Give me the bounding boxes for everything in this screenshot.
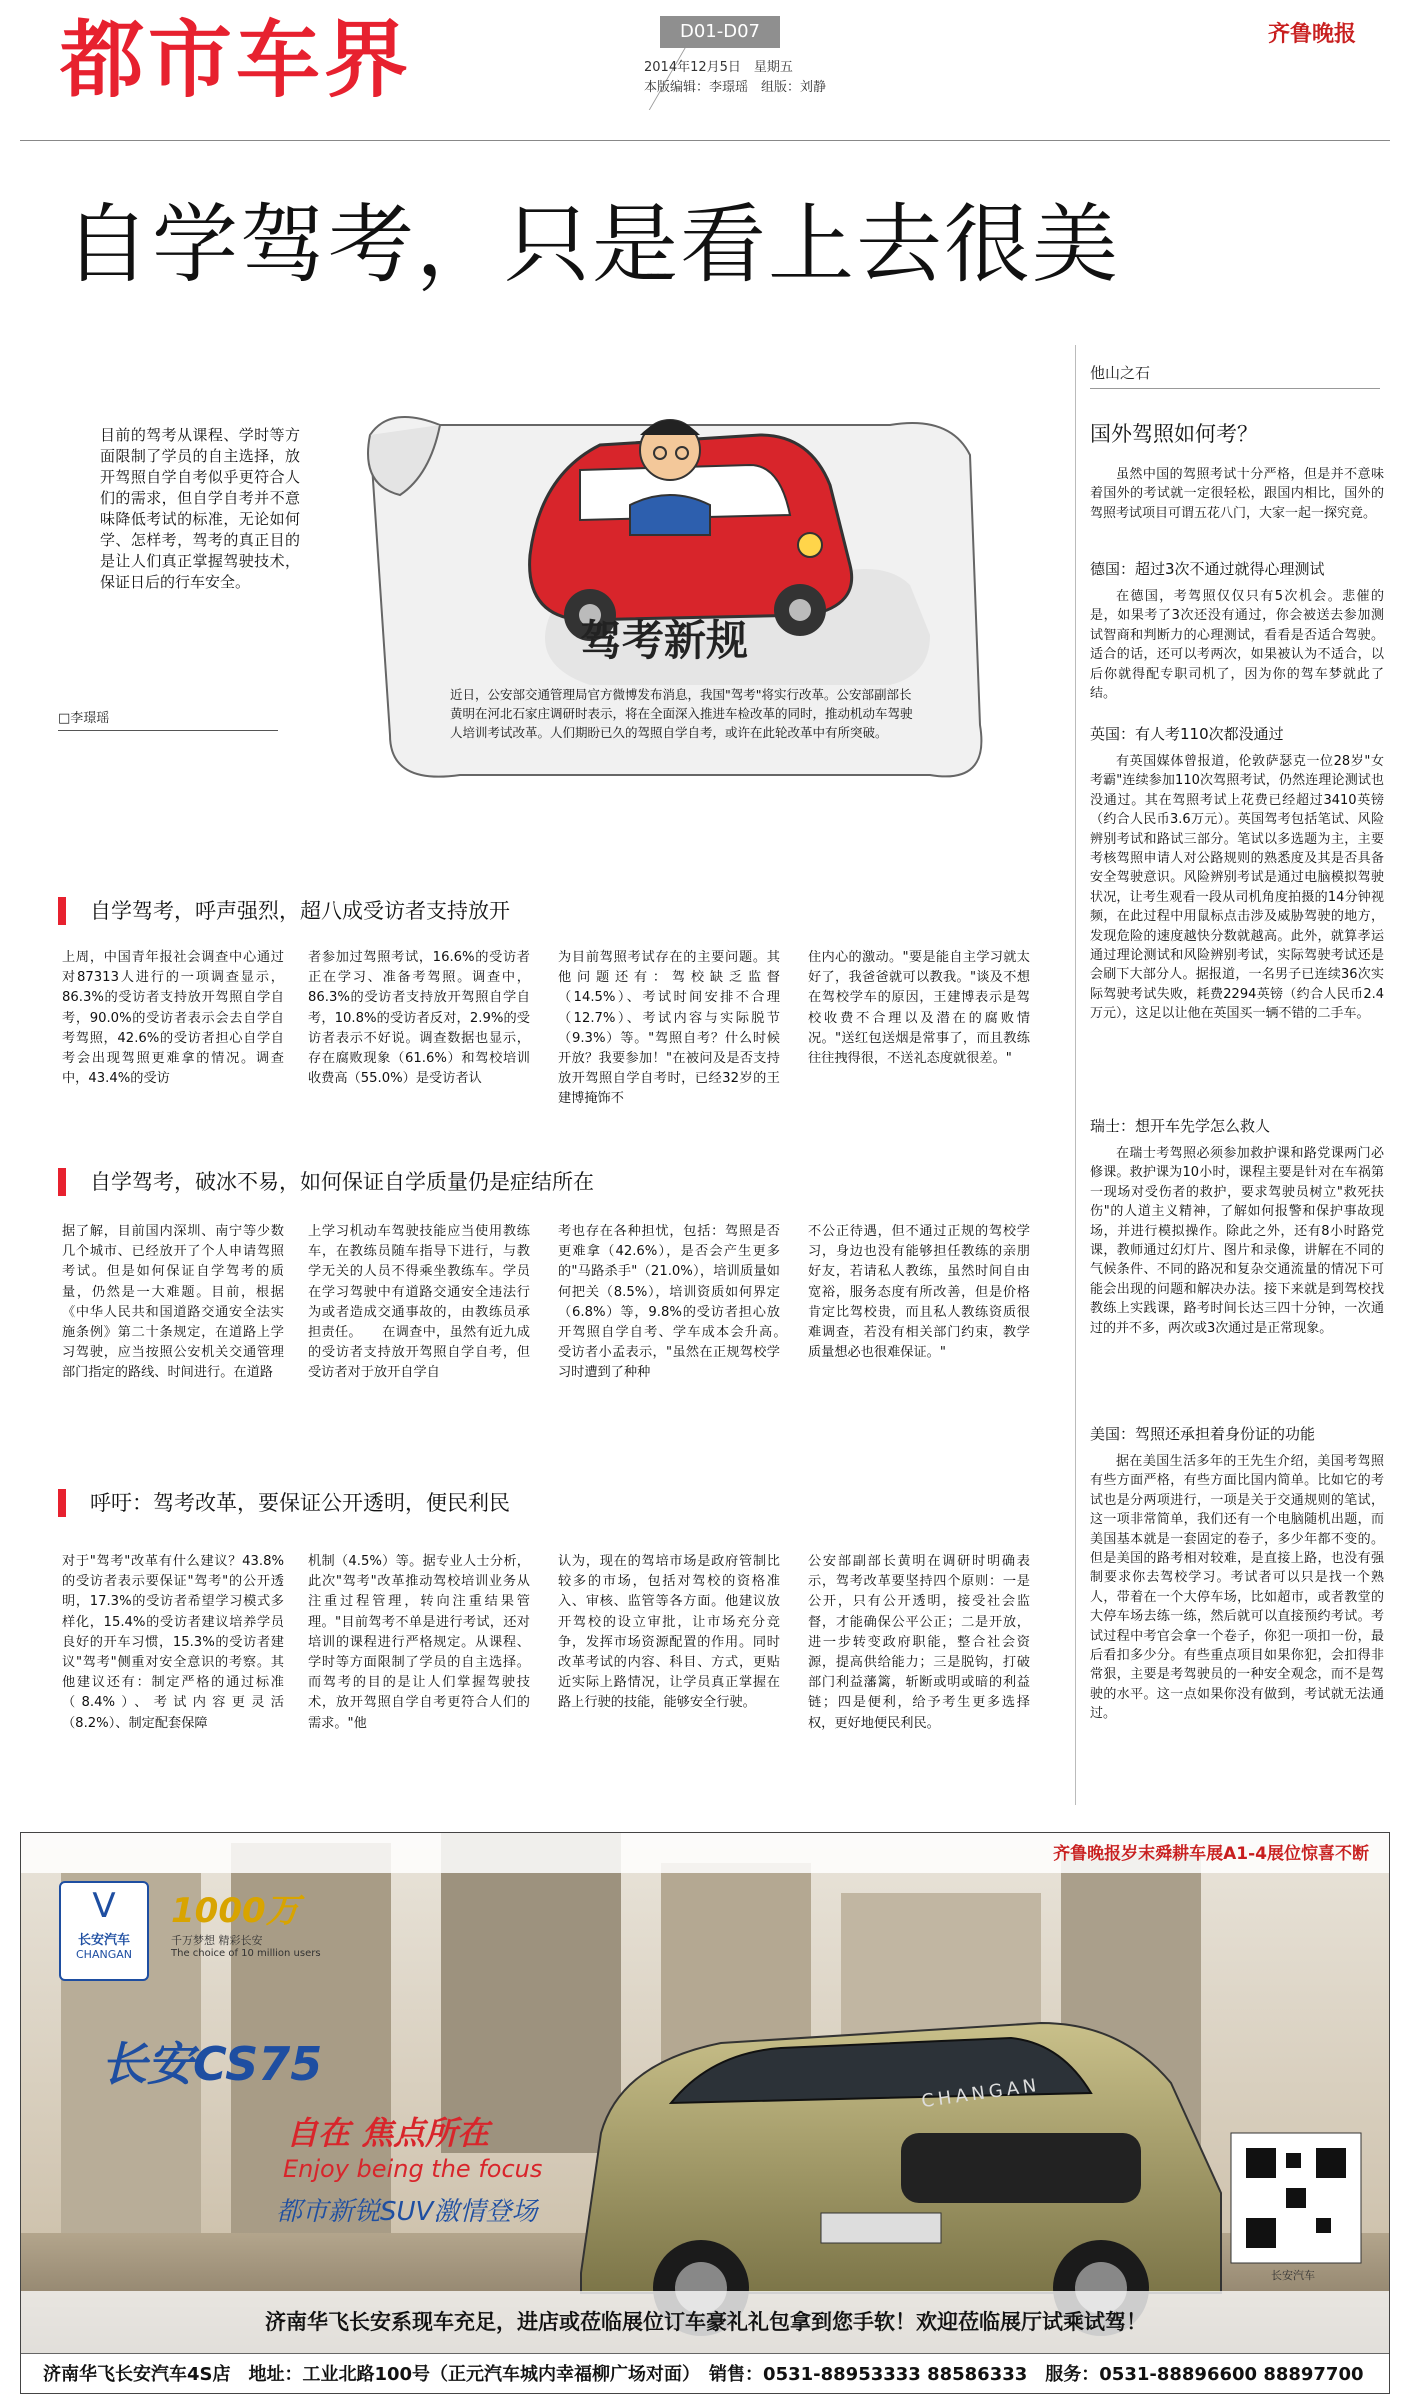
badge-small-cn: 千万梦想 精彩长安 bbox=[171, 1934, 263, 1947]
intro-text: 目前的驾考从课程、学时等方面限制了学员的自主选择，放开驾照自学自考似乎更符合人们的需求，但自学自考并不意味降低考试的标准，无论如何学、怎样考，驾考的真正目的是让人们真正掌握驾驶技术，保证日后的行车安全。 bbox=[100, 426, 300, 591]
brand-cn: 长安汽车 bbox=[77, 1933, 130, 1948]
section1-column-4: 住内心的激动。"要是能自主学习就太好了，我爸爸就可以教我。"谈及不想在驾校学车的原因，王建博表示是驾校收费不合理以及潜在的腐败情况。"送红包送烟是常事了，而且教练往往拽得很，不送礼态度就很差。" bbox=[808, 950, 1030, 1067]
ad-promo: 济南华飞长安系现车充足，进店或莅临展位订车豪礼礼包拿到您手软！欢迎莅临展厅试乘试驾！ bbox=[21, 2291, 1390, 2353]
ad-badge bbox=[171, 1883, 371, 1959]
illustration-title: 驾考新规 bbox=[580, 616, 749, 665]
section1-column-2: 者参加过驾照考试，16.6%的受访者正在学习、准备考驾照。调查中，86.3%的受访者支持放开驾照自学自考，10.8%的受访者反对，2.9%的受访者表示不好说。调查数据也显示，存在腐败现象（61.6%）和驾校培训收费高（55.0%）是受访者认 bbox=[308, 950, 530, 1087]
section3-column-3: 认为，现在的驾培市场是政府管制比较多的市场，包括对驾校的资格准入、审核、监管等各方面。他建议放开驾校的设立审批，让市场充分竞争，发挥市场资源配置的作用。同时改革考试的内容、科目、方式，更贴近实际上路情况，让学员真正掌握在路上行驶的技能，能够安全行驶。 bbox=[558, 1554, 780, 1711]
section3-column-2: 机制（4.5%）等。据专业人士分析，此次"驾考"改革推动驾校培训业务从注重过程管理，转向注重结果管理。"目前驾考不单是进行考试，还对培训的课程进行严格规定。从课程、学时等方面限制了学员的自主选择。而驾考的目的是让人们掌握驾驶技术，放开驾照自学自考更符合人们的需求。"他 bbox=[308, 1554, 530, 1731]
brand-en: CHANGAN bbox=[76, 1948, 132, 1961]
masthead: 都市车界 bbox=[60, 11, 413, 109]
page-range: D01-D07 bbox=[660, 16, 780, 48]
section-marker bbox=[58, 1489, 66, 1517]
sidebar-subhead-germany: 德国：超过3次不通过就得心理测试 bbox=[1090, 560, 1325, 578]
sidebar-subhead-uk: 英国：有人考110次都没通过 bbox=[1090, 725, 1284, 743]
editors: 本版编辑：李璟瑶 组版：刘静 bbox=[644, 80, 827, 95]
section2-column-2: 上学习机动车驾驶技能应当使用教练车，在教练员随车指导下进行，与教学无关的人员不得乘坐教练车。学员在学习驾驶中有道路交通安全违法行为或者造成交通事故的，由教练员承担责任。 在调查中，虽然有近九成的受访者支持放开驾照自学自考，但受访者对于放开自学自 bbox=[308, 1224, 530, 1381]
sidebar-intro: 虽然中国的驾照考试十分严格，但是并不意味着国外的考试就一定很轻松，跟国内相比，国外的驾照考试项目可谓五花八门，大家一起一探究竟。 bbox=[1090, 467, 1384, 521]
changan-emblem-icon: V bbox=[92, 1886, 116, 1926]
header-rule bbox=[20, 140, 1390, 141]
section-heading-1 bbox=[58, 893, 1048, 929]
paper-logo: 齐鲁晚报 bbox=[1268, 21, 1357, 47]
dealer-info: 济南华飞长安汽车4S店 地址：工业北路100号（正元汽车城内幸福柳广场对面） 销售：0531-88953333 88586333 服务：0531-88896600 88897700 bbox=[21, 2353, 1390, 2394]
section-marker bbox=[58, 1168, 66, 1196]
byline: □李璟瑶 bbox=[58, 711, 110, 726]
sidebar-text-germany: 在德国，考驾照仅仅只有5次机会。悲催的是，如果考了3次还没有通过，你会被送去参加测试智商和判断力的心理测试，看看是否适合驾驶。适合的话，还可以考两次，如果被认为不适合，以后你就得配专职司机了，因为你的驾车梦就此了结。 bbox=[1090, 589, 1384, 702]
qr-label: 长安汽车 bbox=[1271, 2269, 1315, 2282]
advertisement bbox=[20, 1832, 1390, 2394]
section3-column-1: 对于"驾考"改革有什么建议？43.8%的受访者表示要保证"驾考"的公开透明，17.3%的受访者希望学习模式多样化，15.4%的受访者建议培养学员良好的开车习惯，15.3%的受访者建议"驾考"侧重对安全意识的考察。其他建议还有：制定严格的通过标准（8.4%）、考试内容更灵活（8.2%）、制定配套保障 bbox=[62, 1554, 284, 1731]
changan-logo bbox=[59, 1881, 149, 1981]
slogan-en: Enjoy being the focus bbox=[283, 2155, 543, 2183]
section2-column-4: 不公正待遇，但不通过正规的驾校学习，身边也没有能够担任教练的亲朋好友，若请私人教练，虽然时间自由宽裕，服务态度有所改善，但是价格肯定比驾校贵，而且私人教练资质很难调查，若没有相关部门约束，教学质量想必也很难保证。" bbox=[808, 1224, 1030, 1361]
sidebar-subhead-usa: 美国：驾照还承担着身份证的功能 bbox=[1090, 1425, 1316, 1443]
section1-column-1: 上周，中国青年报社会调查中心通过对87313人进行的一项调查显示，86.3%的受访者支持放开驾照自学自考，90.0%的受访者表示会去自学自考驾照，42.6%的受访者担心自学自考会出现驾照更难拿的情况。调查中，43.4%的受访 bbox=[62, 950, 284, 1087]
ad-banner: 齐鲁晚报岁末舜耕车展A1-4展位惊喜不断 bbox=[1053, 1844, 1369, 1864]
issue-date: 2014年12月5日 星期五 bbox=[644, 60, 793, 75]
section-heading-text: 自学驾考，破冰不易，如何保证自学质量仍是症结所在 bbox=[90, 1170, 594, 1194]
section-heading-text: 自学驾考，呼声强烈，超八成受访者支持放开 bbox=[90, 899, 510, 923]
grille-text: CHANGAN bbox=[920, 2074, 1042, 2113]
byline-rule bbox=[58, 730, 278, 731]
section2-column-3: 考也存在各种担忧，包括：驾照是否更难拿（42.6%），是否会产生更多的"马路杀手"（21.0%），培训质量如何把关（8.5%），培训资质如何界定（6.8%）等，9.8%的受访者担心放开驾照自学自考、学车成本会升高。 受访者小孟表示，"虽然在正规驾校学习时遭到了种种 bbox=[558, 1224, 807, 1381]
model-name: 长安CS75 bbox=[101, 2037, 323, 2091]
section-heading-2 bbox=[58, 1164, 1048, 1200]
sidebar-text-usa: 据在美国生活多年的王先生介绍，美国考驾照有些方面严格，有些方面比国内简单。比如它的考试也是分两项进行，一项是关于交通规则的笔试，这一项非常简单，我们还有一个电脑随机出题，而美国基本就是一套固定的卷子，多少年都不变的。但是美国的路考相对较难，是直接上路，也没有强制要求你去驾校学习。考试者可以只是找一个熟人，带着在一个大停车场，比如超市，或者教堂的大停车场去练一练，然后就可以直接预约考试。考试过程中考官会拿一个卷子，你犯一项扣一份，最后看扣多少分。有些重点项目如果你犯，会扣得非常狠，主要是考驾驶员的一种安全观念，而不是驾驶的水平。这一点如果你没有做到，考试就无法通过。 bbox=[1090, 1454, 1384, 1722]
headline: 自学驾考，只是看上去很美 bbox=[64, 195, 1120, 295]
ad-tagline: 都市新锐SUV激情登场 bbox=[276, 2197, 538, 2227]
sidebar-author: 他山之石 bbox=[1090, 364, 1151, 382]
section3-column-4: 公安部副部长黄明在调研时明确表示，驾考改革要坚持四个原则：一是公开，只有公开透明，接受社会监督，才能确保公平公正；二是开放，进一步转变政府职能，整合社会资源，提高供给能力；三是脱钩，打破部门利益藩篱，斩断或明或暗的利益链；四是便利，给予考生更多选择权，更好地便民利民。 bbox=[808, 1554, 1030, 1731]
section2-column-1: 据了解，目前国内深圳、南宁等少数几个城市、已经放开了个人申请驾照考试。但是如何保证自学驾考的质量，仍然是一大难题。目前，根据《中华人民共和国道路交通安全法实施条例》第二十条规定，在道路上学习驾驶，应当按照公安机关交通管理部门指定的路线、时间进行。在道路 bbox=[62, 1224, 284, 1381]
badge-big: 1000万 bbox=[171, 1891, 300, 1931]
sidebar-divider bbox=[1075, 345, 1076, 1805]
badge-small-en: The choice of 10 million users bbox=[171, 1948, 321, 1959]
illustration-text: 近日，公安部交通管理局官方微博发布消息，我国"驾考"将实行改革。公安部副部长黄明在河北石家庄调研时表示，将在全面深入推进车检改革的同时，推动机动车驾驶人培训考试改革。人们期盼已久的驾照自学自考，或许在此轮改革中有所突破。 bbox=[450, 687, 913, 740]
sidebar-text-uk: 有英国媒体曾报道，伦敦萨瑟克一位28岁"女考霸"连续参加110次驾照考试，仍然连理论测试也没通过。其在驾照考试上花费已经超过3410英镑（约合人民币3.6万元）。英国驾考包括笔试、风险辨别考试和路试三部分。笔试以多选题为主，主要考核驾照申请人对公路规则的熟悉度及其是否具备安全驾驶意识。风险辨别考试是通过电脑模拟驾驶状况，让考生观看一段从司机角度拍摄的14分钟视频，在此过程中用鼠标点击涉及威胁驾驶的地方，发现危险的速度越快分数就越高。此外，就算孝运通过理论测试和风险辨别考试，实际驾驶考试还是会刷下大部分人。据报道，一名男子已连续36次实际驾驶考试失败，耗费2294英镑（约合人民币2.4万元），这足以让他在英国买一辆不错的二手车。 bbox=[1090, 754, 1384, 1022]
section-heading-text: 呼吁：驾考改革，要保证公开透明，便民利民 bbox=[90, 1491, 510, 1515]
section1-column-3: 为目前驾照考试存在的主要问题。其他问题还有：驾校缺乏监督（14.5%）、考试时间安排不合理（12.7%）、考试内容与实际脱节（9.3%）等。"驾照自考？什么时候开放？我要参加！"在被问及是否支持放开驾照自学自考时，已经32岁的王建博掩饰不 bbox=[558, 950, 780, 1107]
sidebar-subhead-switzerland: 瑞士：想开车先学怎么救人 bbox=[1090, 1117, 1271, 1135]
slogan-cn: 自在 焦点所在 bbox=[286, 2114, 490, 2152]
sidebar-text-switzerland: 在瑞士考驾照必须参加救护课和路党课两门必修课。救护课为10小时，课程主要是针对在车祸第一现场对受伤者的救护，要求驾驶员树立"救死扶伤"的人道主义精神，了解如何报警和保护事故现场，并进行模拟操作。除此之外，还有8小时路党课，教师通过幻灯片、图片和录像，讲解在不同的气候条件、不同的路况和复杂交通流量的情况下可能会出现的问题和解决办法。接下来就是到驾校找教练上实践课，路考时间长达三四十分钟，一次通过的并不多，两次或3次通过是正常现象。 bbox=[1090, 1146, 1384, 1336]
dateline bbox=[644, 58, 944, 98]
sidebar-title: 国外驾照如何考？ bbox=[1090, 422, 1258, 446]
sidebar-author-rule bbox=[1090, 388, 1380, 389]
section-heading-3 bbox=[58, 1485, 1048, 1521]
section-marker bbox=[58, 897, 66, 925]
